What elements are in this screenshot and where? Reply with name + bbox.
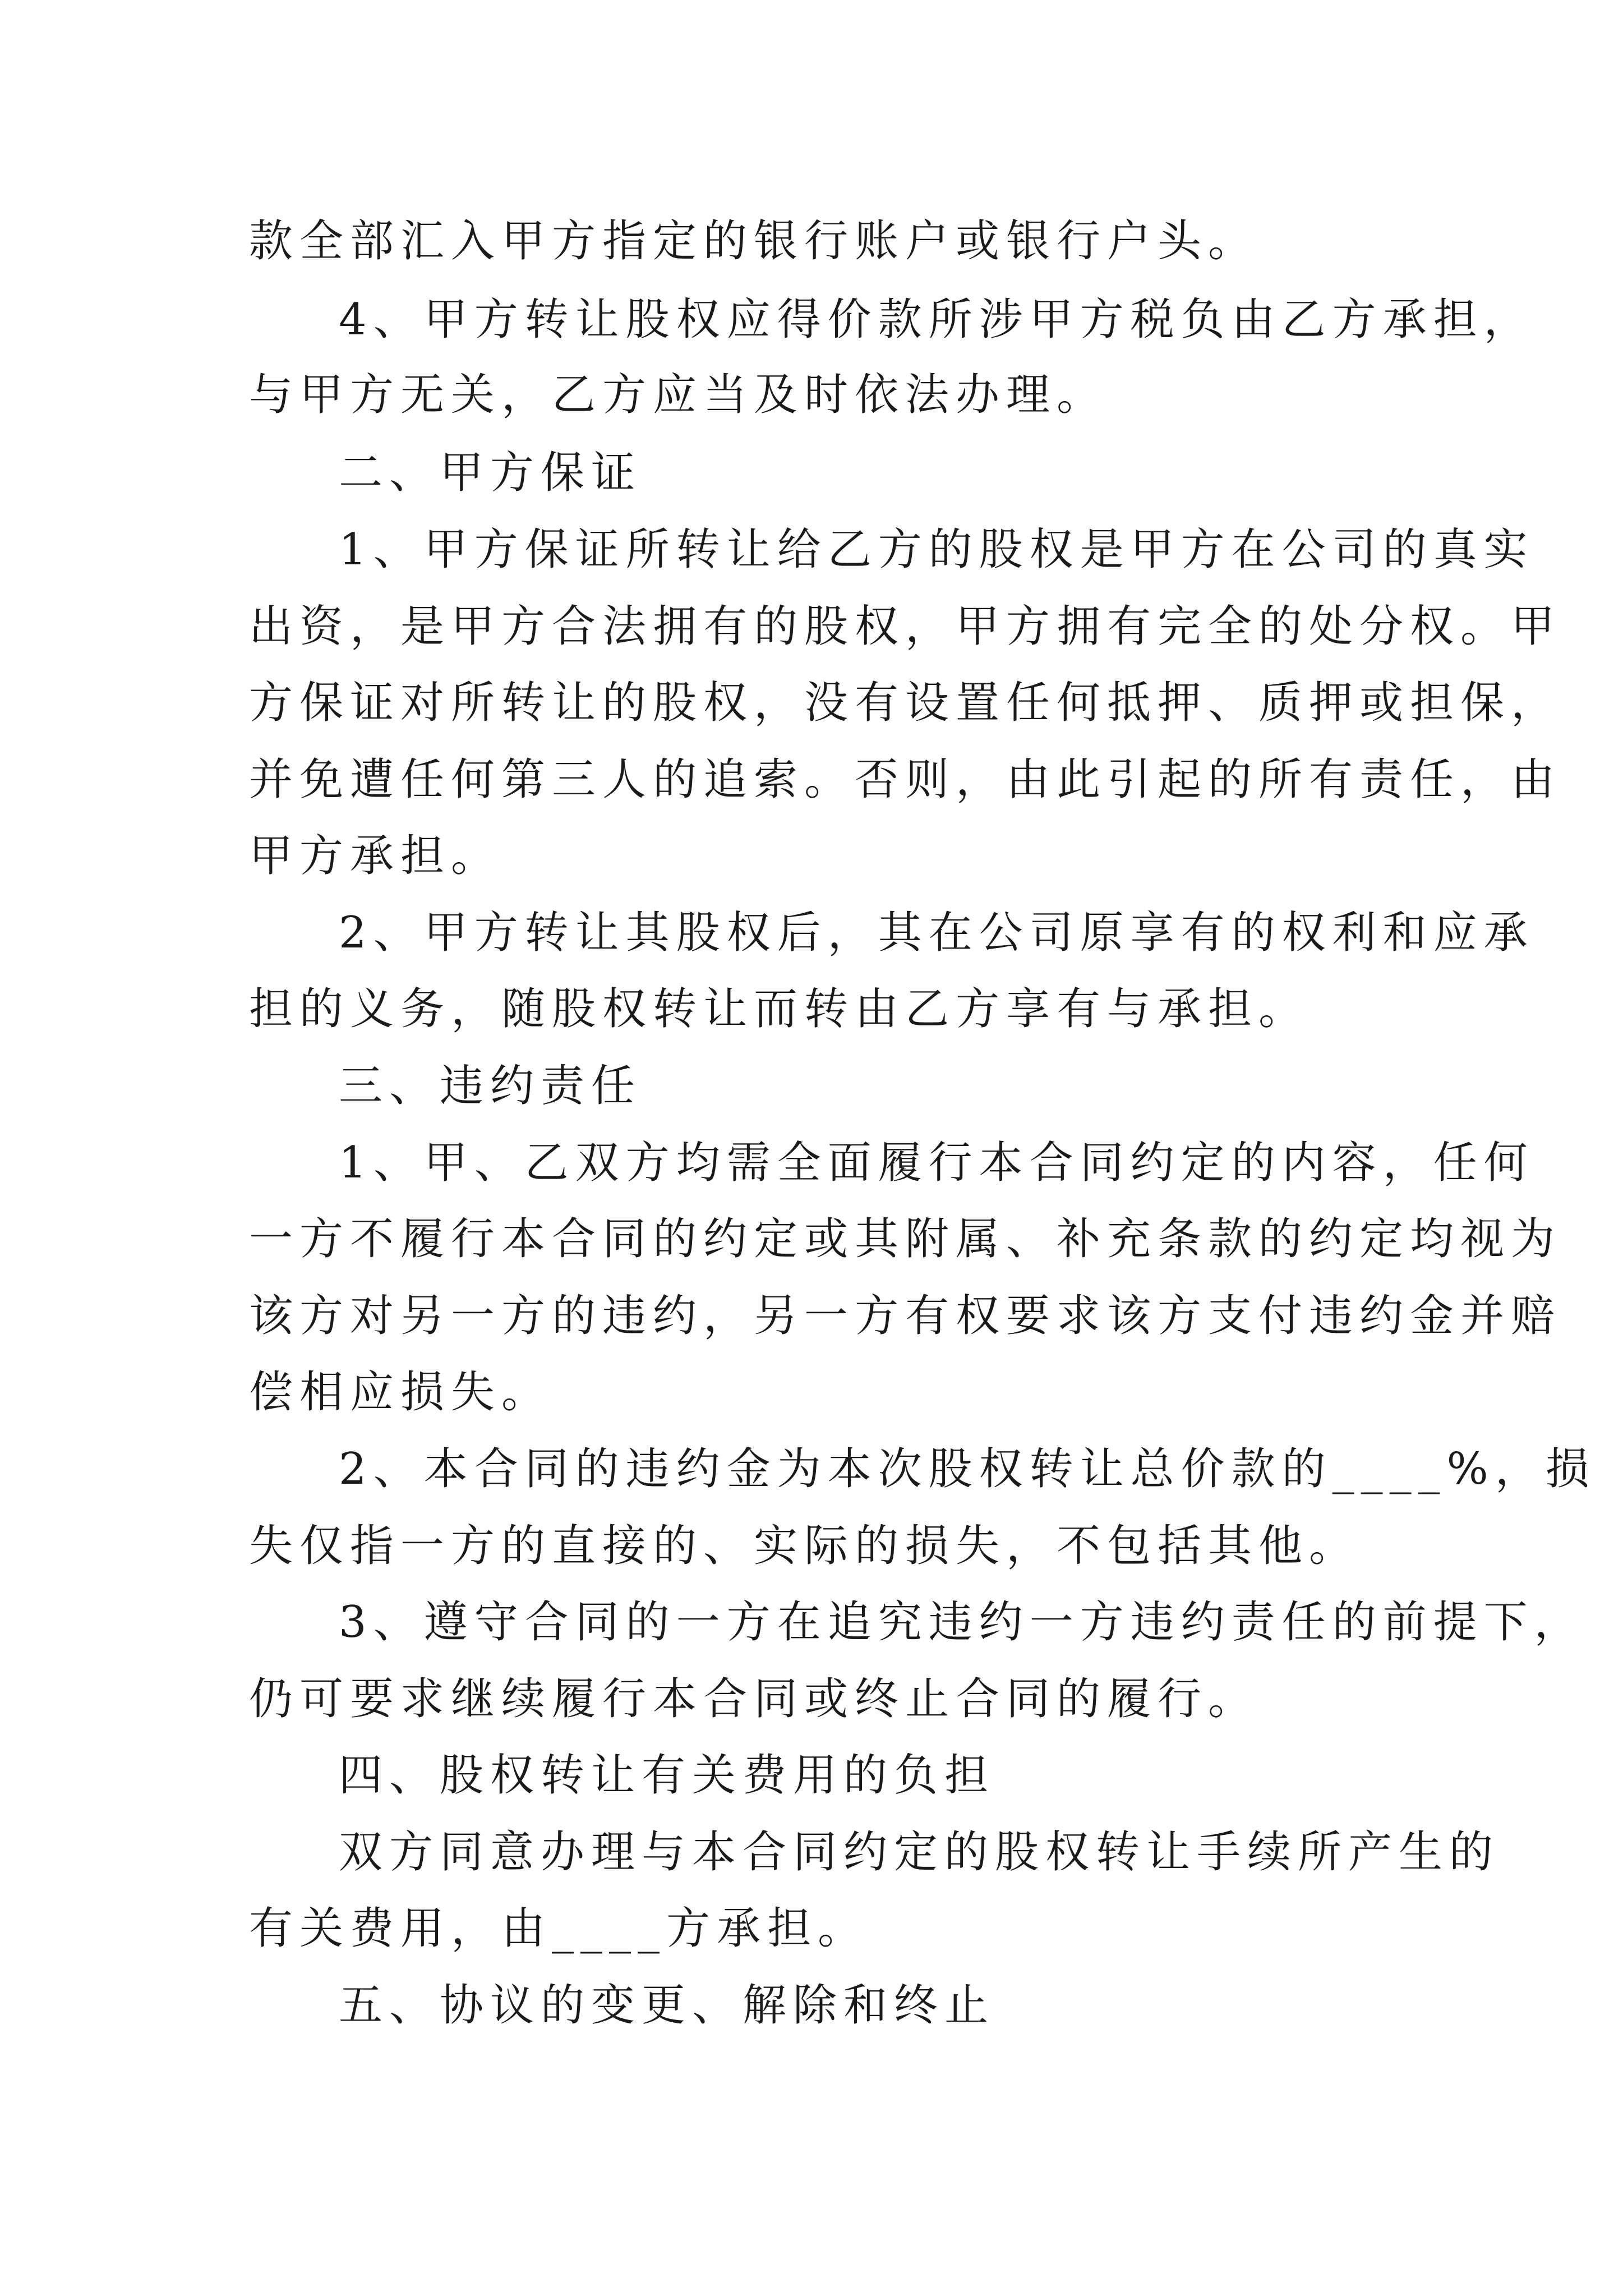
text-line: 有关费用，由____方承担。: [249, 1903, 869, 1954]
text-line: 出资，是甲方合法拥有的股权，甲方拥有完全的处分权。甲: [249, 601, 1562, 652]
section-heading: 四、股权转让有关费用的负担: [339, 1750, 995, 1801]
text-line: 仍可要求继续履行本合同或终止合同的履行。: [249, 1674, 1259, 1724]
text-line: 与甲方无关，乙方应当及时依法办理。: [249, 370, 1108, 420]
text-line: 2、本合同的违约金为本次股权转让总价款的____%，损: [339, 1444, 1596, 1494]
text-line: 1、甲、乙双方均需全面履行本合同约定的内容，任何: [339, 1138, 1534, 1188]
text-line: 双方同意办理与本合同约定的股权转让手续所产生的: [339, 1827, 1500, 1878]
text-line: 1、甲方保证所转让给乙方的股权是甲方在公司的真实: [339, 524, 1534, 575]
text-line: 甲方承担。: [249, 831, 502, 881]
section-heading: 二、甲方保证: [339, 448, 642, 498]
text-line: 方保证对所转让的股权，没有设置任何抵押、质押或担保，: [249, 678, 1562, 728]
section-heading: 五、协议的变更、解除和终止: [339, 1980, 995, 2031]
text-line: 并免遭任何第三人的追索。否则，由此引起的所有责任，由: [249, 754, 1562, 805]
text-line: 一方不履行本合同的约定或其附属、补充条款的约定均视为: [249, 1214, 1562, 1264]
text-line: 4、甲方转让股权应得价款所涉甲方税负由乙方承担，: [339, 295, 1534, 345]
text-line: 款全部汇入甲方指定的银行账户或银行户头。: [249, 216, 1259, 266]
text-line: 偿相应损失。: [249, 1367, 552, 1418]
text-line: 2、甲方转让其股权后，其在公司原享有的权利和应承: [339, 908, 1534, 958]
text-line: 担的义务，随股权转让而转由乙方享有与承担。: [249, 984, 1310, 1034]
text-line: 该方对另一方的违约，另一方有权要求该方支付违约金并赔: [249, 1291, 1562, 1341]
text-line: 3、遵守合同的一方在追究违约一方违约责任的前提下，: [339, 1597, 1585, 1648]
text-line: 失仅指一方的直接的、实际的损失，不包括其他。: [249, 1521, 1360, 1571]
section-heading: 三、违约责任: [339, 1061, 642, 1111]
